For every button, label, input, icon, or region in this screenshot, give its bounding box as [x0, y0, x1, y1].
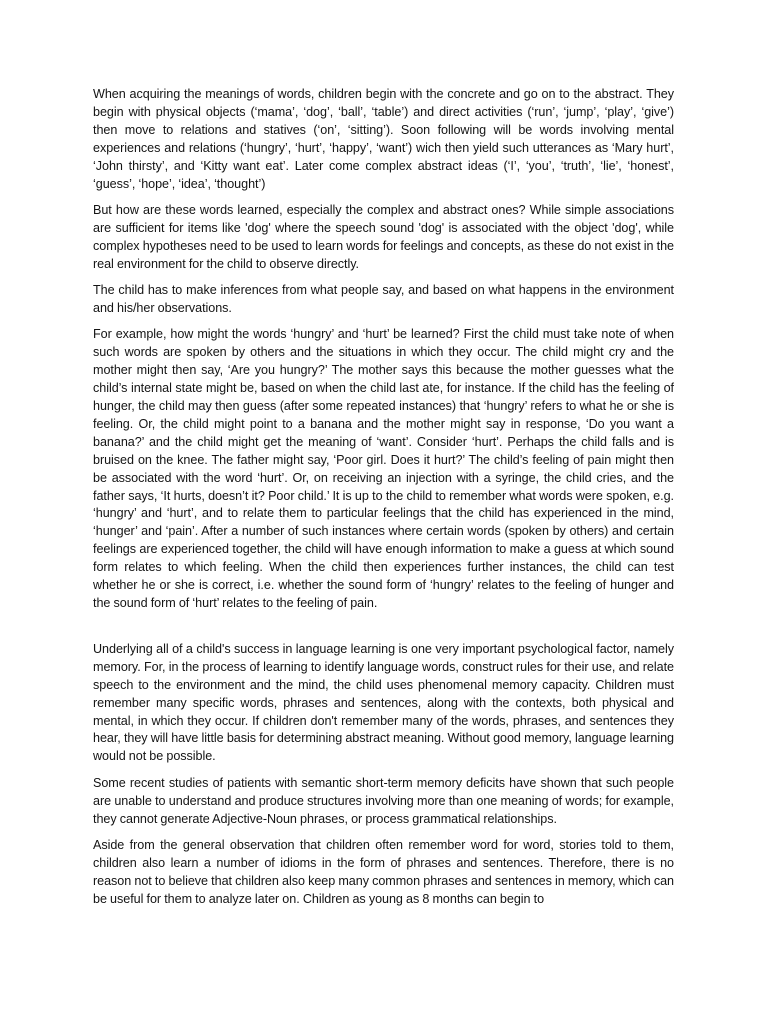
paragraph-word-meaning-acquisition: When acquiring the meanings of words, children begin with the concrete and go on to the abstract. They begin with physical objects (‘mama’, ‘dog’, ‘ball’, ‘table’) and direct activities (‘run’, ‘jump’, ‘play’, ‘give’) then move to relations and statives (‘on’, ‘sitting’). Soon following will be words involving mental experiences and relations (‘hungry’, ‘hurt’, ‘happy’, ‘want’) wich then yield such utterances as ‘Mary hurt’, ‘John thirsty’, and ‘Kitty want eat’. Later come complex abstract ideas (‘I’, ‘you’, ‘truth’, ‘lie’, ‘honest’, ‘guess’, ‘hope’, ‘idea’, ‘thought’)	[93, 87, 674, 191]
paragraph-idioms: Aside from the general observation that children often remember word for word, stories told to them, children also learn a number of idioms in the form of phrases and sentences. Therefore, there is no reason not to believe that children also keep many common phrases and sentences in memory, which can be useful for them to analyze later on. Children as young as 8 months can begin to	[93, 837, 674, 906]
paragraph-memory-deficits: Some recent studies of patients with semantic short-term memory deficits have shown that such people are unable to understand and produce structures involving more than one meaning of words; for example, they cannot generate Adjective-Noun phrases, or process grammatical relationships.	[93, 775, 674, 826]
document-body	[93, 86, 674, 917]
paragraph-memory-factor: Underlying all of a child's success in language learning is one very important psychological factor, namely memory. For, in the process of learning to identify language words, construct rules for their use, and relate speech to the environment and the mind, the child uses phenomenal memory capacity. Children must remember many specific words, phrases and sentences, along with the contexts, both physical and mental, in which they occur. If children don't remember many of the words, phrases, and sentences they hear, they will have little basis for determining abstract meaning. Without good memory, language learning would not be possible.	[93, 641, 674, 764]
paragraph-inferences: The child has to make inferences from what people say, and based on what happens in the environment and his/her observations.	[93, 283, 674, 315]
paragraph-hungry-hurt-example: For example, how might the words ‘hungry’ and ‘hurt’ be learned? First the child must take note of when such words are spoken by others and the situations in which they occur. The child might cry and the mother might then say, ‘Are you hungry?’ The mother says this because the mother guesses what the child’s internal state might be, based on when the child last ate, for instance. If the child has the feeling of hunger, the child may then guess (after some repeated instances) that ‘hungry’ refers to what he or she is feeling. Or, the child might point to a banana and the mother might say in response, ‘Do you want a banana?’ and the child might get the meaning of ‘want’. Consider ‘hurt’. Perhaps the child falls and is bruised on the knee. The father might say, ‘Poor girl. Does it hurt?’ The child’s feeling of pain might then be associated with the word ‘hurt’. Or, on receiving an injection with a syringe, the child cries, and the father says, ‘It hurts, doesn’t it? Poor child.’ It is up to the child to remember what words were spoken, e.g. ‘hungry’ and ‘hurt’, and to relate them to particular feelings that the child has experienced in the mind, ‘hunger’ and ‘pain’. After a number of such instances where certain words (spoken by others) and certain feelings are experienced together, the child will have enough information to make a guess at which sound form relates to which feeling. When the child then experiences further instances, the child can test whether he or she is correct, i.e. whether the sound form of ‘hungry’ relates to the feeling of hunger and the sound form of ‘hurt’ relates to the feeling of pain.	[93, 327, 674, 610]
paragraph-how-words-learned: But how are these words learned, especially the complex and abstract ones? While simple associations are sufficient for items like 'dog' where the speech sound 'dog' is associated with the object 'dog', while complex hypotheses need to be used to learn words for feelings and concepts, as these do not exist in the real environment for the child to observe directly.	[93, 202, 674, 271]
